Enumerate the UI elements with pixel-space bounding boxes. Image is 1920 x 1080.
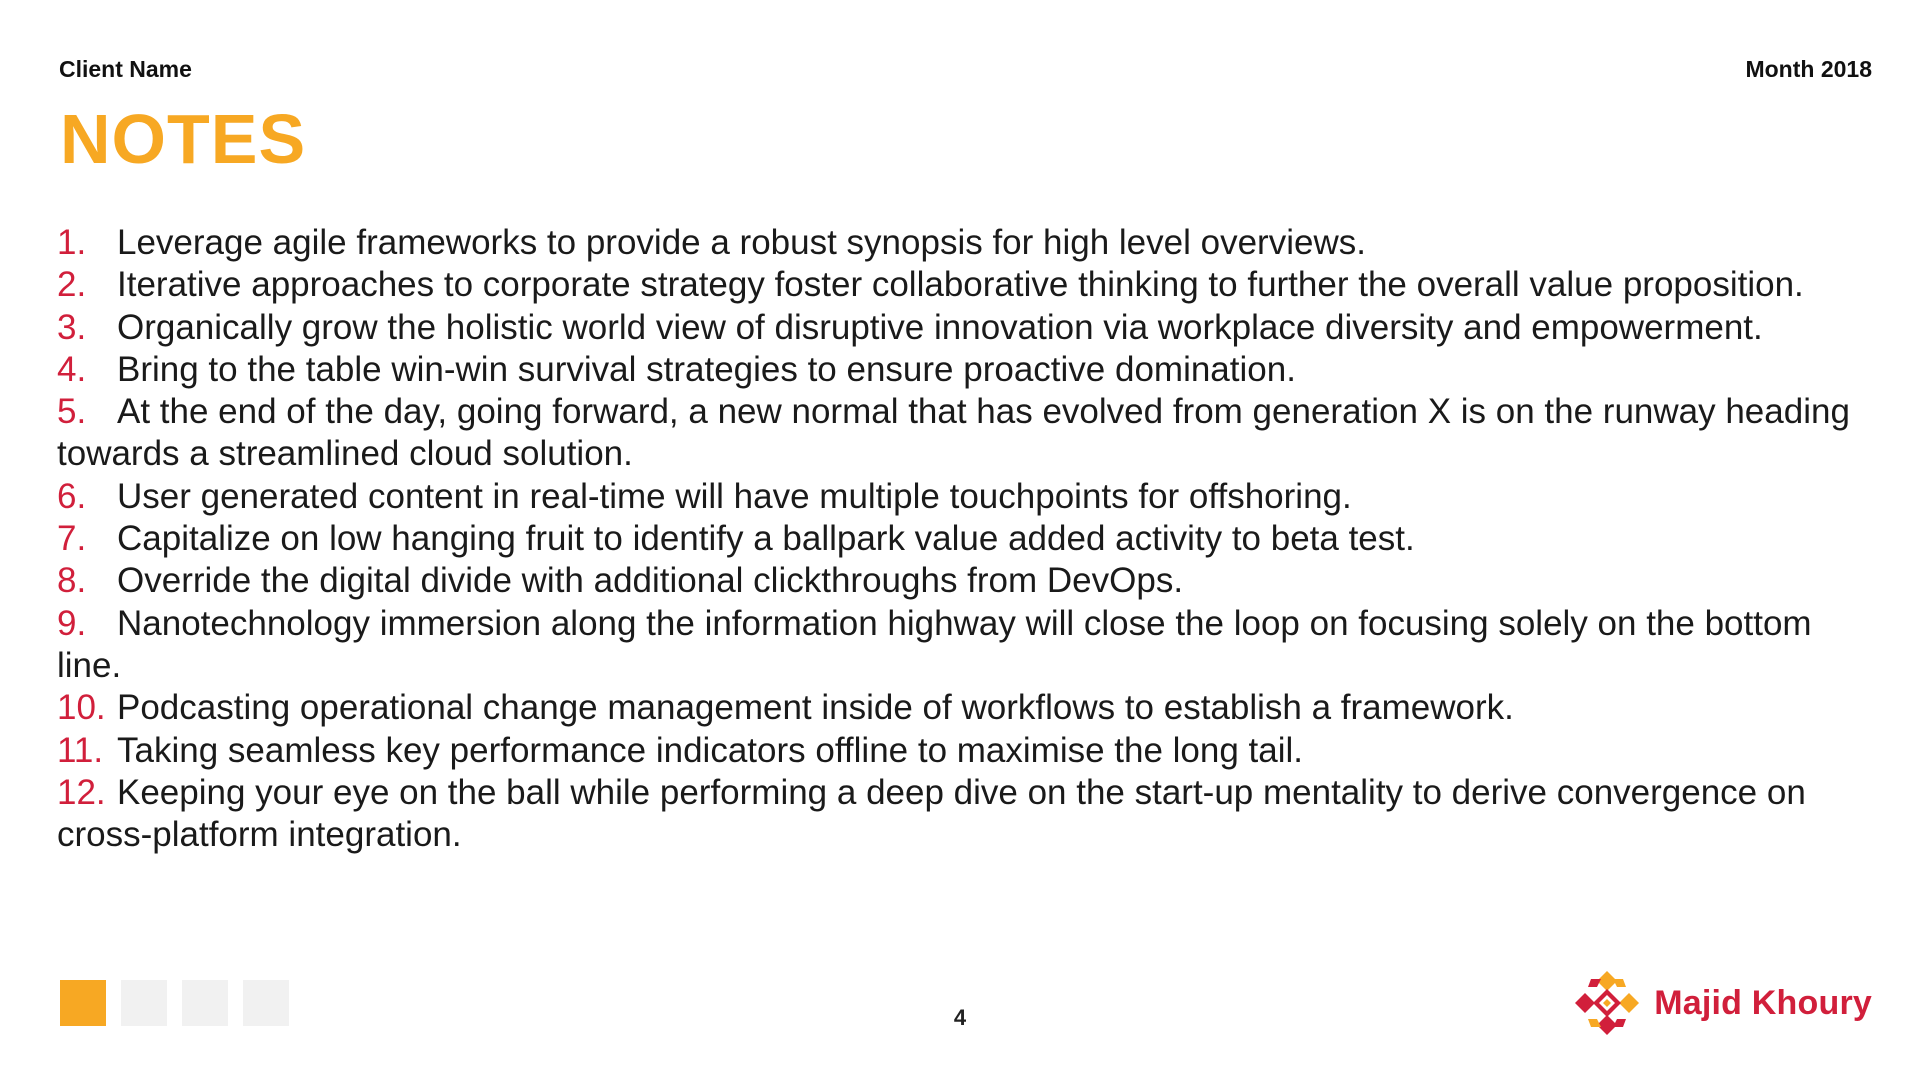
note-item: [57, 476, 1857, 518]
note-item: [57, 307, 1857, 349]
pager-square: [60, 980, 106, 1026]
note-item: [57, 222, 1857, 264]
pager-square: [182, 980, 228, 1026]
note-number: 3.: [57, 307, 87, 347]
note-number: 10.: [57, 688, 106, 728]
note-text: User generated content in real-time will have multiple touchpoints for offshoring.: [117, 476, 1352, 516]
pager-square: [121, 980, 167, 1026]
note-item: [57, 560, 1857, 602]
note-number: 2.: [57, 265, 87, 305]
note-text: Capitalize on low hanging fruit to identify a ballpark value added activity to beta test.: [117, 519, 1415, 559]
note-number: 6.: [57, 476, 87, 516]
note-number: 12.: [57, 772, 106, 812]
note-item: [57, 730, 1857, 772]
page-number: 4: [953, 1005, 967, 1030]
majid-khoury-logo-icon: [1574, 970, 1640, 1036]
note-text: Override the digital divide with additional clickthroughs from DevOps.: [117, 561, 1184, 601]
note-text: Organically grow the holistic world view of disruptive innovation via workplace diversity and empowerment.: [117, 307, 1763, 347]
client-name: Client Name: [59, 56, 192, 82]
note-text: Taking seamless key performance indicators offline to maximise the long tail.: [117, 730, 1304, 770]
note-text: Bring to the table win-win survival strategies to ensure proactive domination.: [117, 349, 1296, 389]
note-text: Nanotechnology immersion along the information highway will close the loop on focusing solely on the bottom line.: [57, 603, 1812, 685]
note-text: At the end of the day, going forward, a new normal that has evolved from generation X is on the runway heading towards a streamlined cloud solution.: [57, 392, 1850, 474]
note-item: [57, 603, 1857, 688]
logo-text: Majid Khoury: [1654, 983, 1872, 1022]
note-item: [57, 772, 1857, 857]
note-number: 8.: [57, 561, 87, 601]
pager-square: [243, 980, 289, 1026]
notes-list: [57, 222, 1857, 856]
note-text: Leverage agile frameworks to provide a robust synopsis for high level overviews.: [117, 223, 1366, 262]
note-number: 5.: [57, 392, 87, 432]
note-number: 1.: [57, 223, 87, 262]
note-text: Keeping your eye on the ball while performing a deep dive on the start-up mentality to derive convergence on cross-platform integration.: [57, 772, 1806, 855]
brand-logo: [1574, 970, 1872, 1036]
note-item: [57, 264, 1857, 306]
slide-pager: [60, 980, 289, 1026]
note-number: 11.: [57, 730, 104, 770]
note-item: [57, 687, 1857, 729]
note-item: [57, 349, 1857, 391]
month-label: Month 2018: [1745, 56, 1872, 82]
note-text: Podcasting operational change management inside of workflows to establish a framework.: [117, 688, 1514, 728]
note-item: [57, 391, 1857, 476]
note-number: 4.: [57, 349, 87, 389]
note-number: 7.: [57, 519, 87, 559]
note-item: [57, 518, 1857, 560]
note-number: 9.: [57, 603, 87, 643]
page-title: NOTES: [60, 100, 307, 178]
note-text: Iterative approaches to corporate strategy foster collaborative thinking to further the overall value proposition.: [117, 265, 1804, 305]
